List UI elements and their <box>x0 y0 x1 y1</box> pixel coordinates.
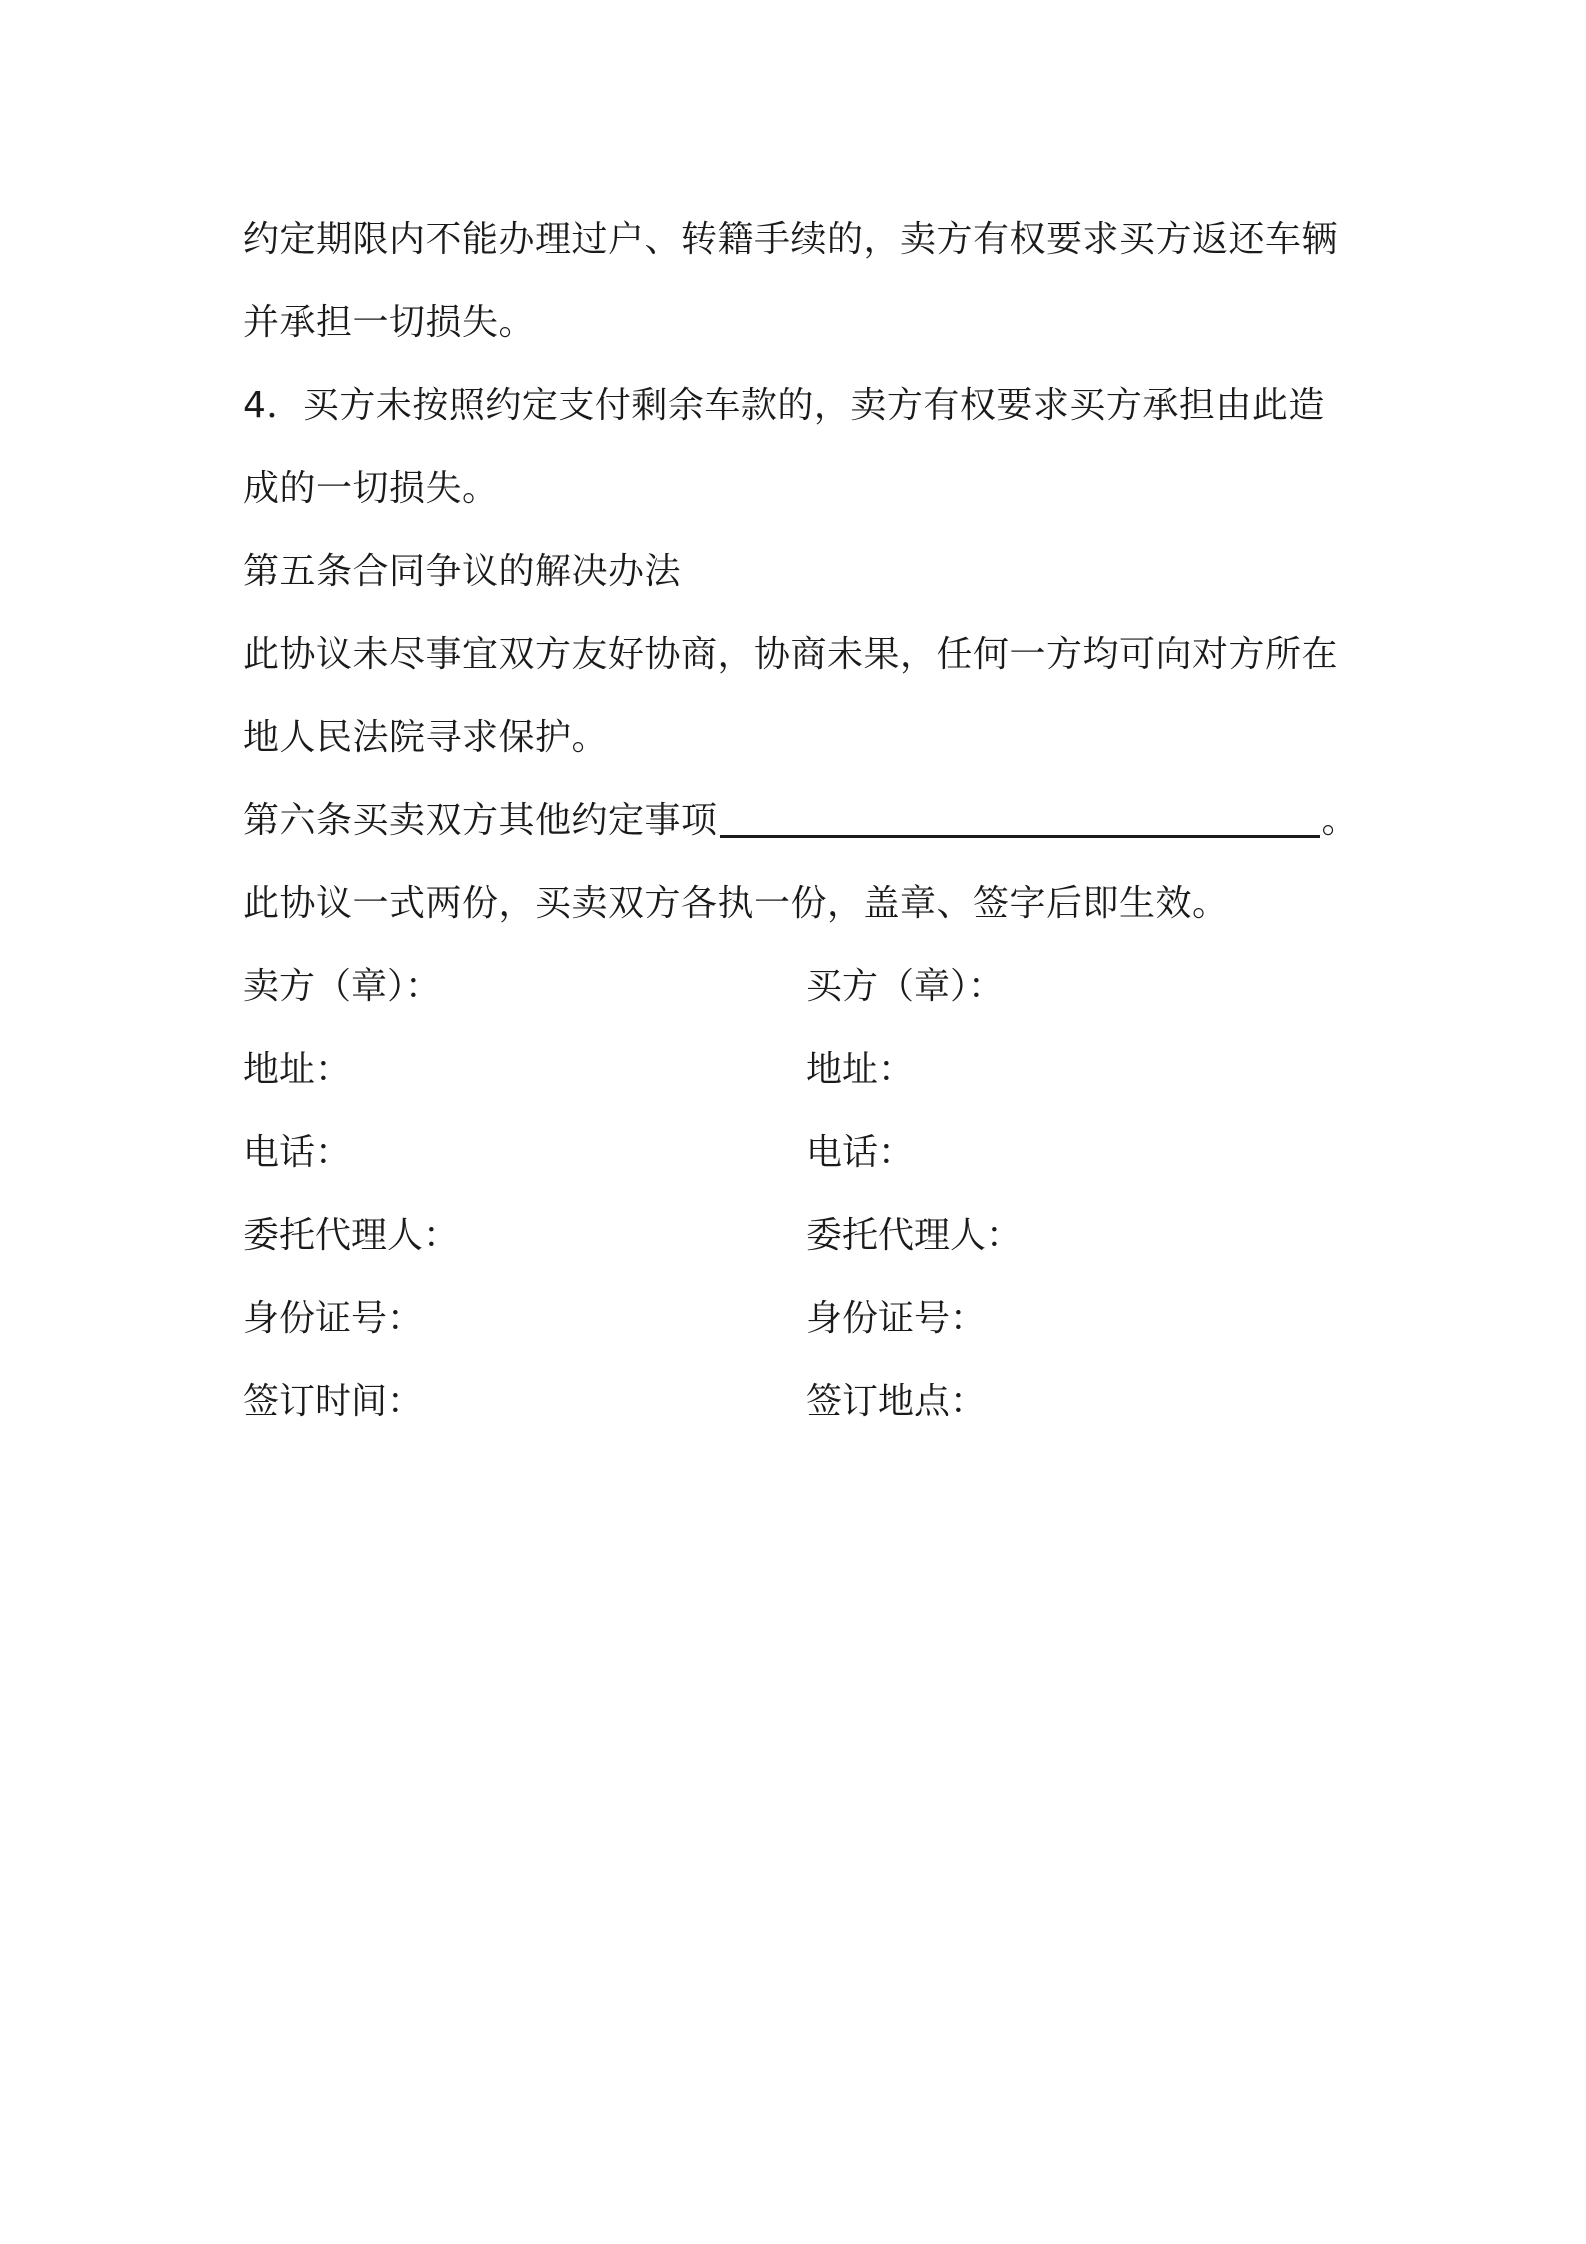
paragraph-line: 地人民法院寻求保护。 <box>243 717 609 758</box>
paragraph-line: 4．买方未按照约定支付剩余车款的，卖方有权要求买方承担由此造 <box>243 385 1325 426</box>
closing-statement: 此协议一式两份，买卖双方各执一份，盖章、签字后即生效。 <box>243 883 1229 924</box>
signature-row <box>243 1360 1363 1443</box>
paragraph-line: 成的一切损失。 <box>243 468 499 509</box>
section-heading-article-5: 第五条合同争议的解决办法 <box>243 551 682 592</box>
seller-id-label: 身份证号： <box>243 1298 424 1339</box>
fill-in-blank[interactable] <box>720 791 1320 838</box>
buyer-id-label: 身份证号： <box>806 1298 987 1339</box>
signature-row <box>243 1111 1363 1194</box>
signing-time-label: 签订时间： <box>243 1381 424 1422</box>
article-6-end: 。 <box>1321 800 1359 841</box>
seller-address-label: 地址： <box>243 1049 352 1090</box>
seller-phone-label: 电话： <box>243 1132 352 1173</box>
seller-seal-label: 卖方（章）： <box>243 966 442 1007</box>
signature-row <box>243 945 1363 1028</box>
buyer-address-label: 地址： <box>806 1049 915 1090</box>
buyer-phone-label: 电话： <box>806 1132 915 1173</box>
signature-row <box>243 1194 1363 1277</box>
article-6-line <box>243 779 1363 862</box>
buyer-seal-label: 买方（章）： <box>806 966 1005 1007</box>
document-body <box>243 198 1363 1443</box>
seller-agent-label: 委托代理人： <box>243 1215 460 1256</box>
signature-row <box>243 1277 1363 1360</box>
article-6-label: 第六条买卖双方其他约定事项 <box>243 800 718 841</box>
paragraph-line: 约定期限内不能办理过户、转籍手续的，卖方有权要求买方返还车辆 <box>243 219 1339 260</box>
paragraph-line: 并承担一切损失。 <box>243 302 536 343</box>
buyer-agent-label: 委托代理人： <box>806 1215 1023 1256</box>
paragraph-line: 此协议未尽事宜双方友好协商，协商未果，任何一方均可向对方所在 <box>243 634 1339 675</box>
signature-row <box>243 1028 1363 1111</box>
signing-place-label: 签订地点： <box>806 1381 987 1422</box>
